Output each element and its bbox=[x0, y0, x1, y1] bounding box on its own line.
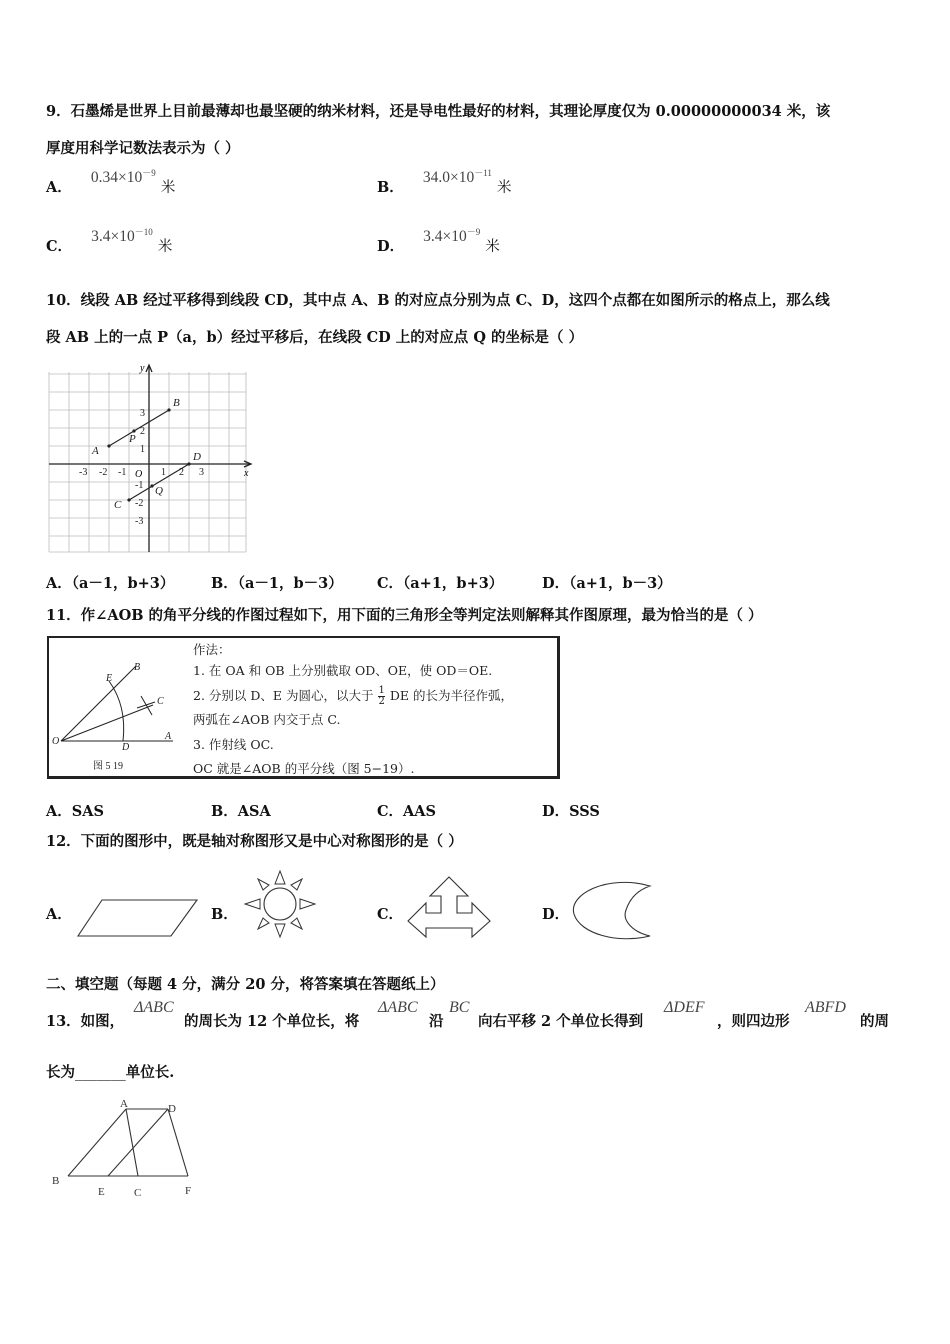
q9-option-d[interactable] bbox=[377, 227, 500, 256]
fraction-half: $\frac{1}{2}$ bbox=[378, 684, 385, 707]
triple-arrow-figure bbox=[404, 874, 494, 940]
q10-option-b[interactable]: B．（a－1，b－3） bbox=[211, 575, 343, 592]
label-a: A bbox=[165, 731, 172, 742]
label-c: C bbox=[114, 499, 122, 511]
origin-label: O bbox=[135, 469, 143, 480]
conclusion: OC 就是∠AOB 的平分线（图 5−19）. bbox=[193, 761, 415, 776]
step-3: 3. 作射线 OC. bbox=[193, 736, 274, 752]
arc-de bbox=[109, 681, 124, 741]
label-b: B bbox=[134, 662, 141, 673]
q10-option-c[interactable]: C．（a+1，b+3） bbox=[377, 575, 504, 592]
answer-blank[interactable]: _______ bbox=[75, 1065, 126, 1081]
q13-text: 的周长为 12 个单位长，将 bbox=[184, 1013, 360, 1030]
q9-stem-line2: 厚度用科学记数法表示为（ ） bbox=[46, 140, 240, 157]
side-df bbox=[168, 1109, 188, 1176]
label-a: A bbox=[92, 445, 99, 457]
label-o: O bbox=[52, 736, 60, 747]
parallelogram-figure bbox=[76, 898, 200, 940]
unit: 米 bbox=[485, 239, 500, 256]
x-tick: -2 bbox=[99, 467, 108, 478]
point-d bbox=[187, 462, 190, 465]
option-label: C． bbox=[46, 238, 73, 256]
label-q: Q bbox=[155, 485, 163, 497]
crescent-figure bbox=[568, 880, 656, 942]
sun-figure bbox=[240, 868, 320, 940]
label-c: C bbox=[134, 1187, 142, 1199]
point-b bbox=[167, 408, 170, 411]
q12-option-b[interactable]: B． bbox=[211, 906, 238, 923]
q12-option-c[interactable]: C． bbox=[377, 906, 404, 923]
q10-stem-line1: 10．线段 AB 经过平移得到线段 CD，其中点 A、B 的对应点分别为点 C、D，这四个点都在如图所示的格点上，那么线 bbox=[46, 292, 830, 309]
math-abc: ΔABC bbox=[134, 999, 174, 1016]
x-tick: 3 bbox=[199, 467, 204, 478]
q12-stem: 12．下面的图形中，既是轴对称图形又是中心对称图形的是（ ） bbox=[46, 833, 463, 850]
q9-option-a[interactable] bbox=[46, 168, 176, 197]
label-p: P bbox=[129, 433, 136, 445]
heading: 作法： bbox=[193, 642, 231, 657]
label-f: F bbox=[185, 1185, 192, 1197]
construction-steps bbox=[193, 641, 513, 782]
step-2-cont: 两弧在∠AOB 内交于点 C. bbox=[193, 712, 341, 727]
option-label: A． bbox=[46, 179, 72, 197]
unit: 米 bbox=[497, 180, 512, 197]
x-axis-label: x bbox=[244, 468, 249, 479]
label-e: E bbox=[98, 1186, 105, 1198]
q10-grid-figure bbox=[46, 362, 256, 558]
q10-option-a[interactable]: A．（a－1，b+3） bbox=[46, 575, 175, 592]
option-label: D． bbox=[377, 238, 405, 256]
y-tick: 3 bbox=[140, 408, 145, 419]
y-tick: -3 bbox=[135, 516, 144, 527]
math-bc: BC bbox=[449, 999, 470, 1016]
q13-text: 的周 bbox=[860, 1013, 889, 1030]
q13-text: 向右平移 2 个单位长得到 bbox=[478, 1013, 644, 1030]
ray-oc bbox=[61, 705, 153, 741]
q13-text: ，则四边形 bbox=[717, 1013, 790, 1030]
q9-option-c[interactable] bbox=[46, 227, 173, 256]
math-def: ΔDEF bbox=[664, 999, 705, 1016]
q11-stem: 11．作∠AOB 的角平分线的作图过程如下，用下面的三角形全等判定法则解释其作图原理，最为恰当的是（ ） bbox=[46, 607, 763, 624]
label-d: D bbox=[168, 1103, 176, 1115]
q13-translation-figure bbox=[48, 1096, 208, 1200]
label-d: D bbox=[193, 451, 201, 463]
step-1: 1. 在 OA 和 OB 上分别截取 OD、OE，使 OD＝OE. bbox=[193, 663, 493, 678]
label-b: B bbox=[52, 1175, 60, 1187]
figure-caption: 图 5 19 bbox=[93, 761, 123, 772]
x-tick: 2 bbox=[179, 467, 184, 478]
q10-option-d[interactable]: D．（a+1，b－3） bbox=[542, 575, 672, 592]
point-c bbox=[127, 498, 130, 501]
q12-option-a[interactable]: A． bbox=[46, 906, 72, 923]
q12-option-d[interactable]: D． bbox=[542, 906, 570, 923]
angle-bisector-figure bbox=[49, 638, 194, 776]
q9-option-b[interactable] bbox=[377, 168, 512, 197]
q13-stem-line2: 长为_______单位长. bbox=[46, 1064, 175, 1081]
label-a: A bbox=[120, 1098, 128, 1110]
q11-option-d[interactable]: D．SSS bbox=[542, 803, 600, 820]
y-tick: -1 bbox=[135, 480, 144, 491]
sci-notation: $3.4\times 10^{-10}$ bbox=[91, 227, 153, 246]
ray-ob bbox=[61, 666, 136, 741]
x-tick: 1 bbox=[161, 467, 166, 478]
step-2: 2. 分别以 D、E 为圆心，以大于 $\frac{1}{2}$ DE 的长为半径作弧， bbox=[193, 684, 513, 707]
label-b: B bbox=[173, 397, 180, 409]
math-abc: ΔABC bbox=[378, 999, 418, 1016]
axes bbox=[49, 365, 251, 552]
point-q bbox=[150, 484, 153, 487]
sci-notation: $34.0\times 10^{-11}$ bbox=[422, 168, 492, 187]
x-tick: -1 bbox=[118, 467, 127, 478]
q13-text: 13．如图， bbox=[46, 1013, 125, 1030]
q13-text: 沿 bbox=[429, 1013, 444, 1030]
side-ac bbox=[126, 1109, 138, 1176]
y-tick: -2 bbox=[135, 498, 144, 509]
q11-construction-box bbox=[47, 636, 560, 779]
y-tick: 2 bbox=[140, 426, 145, 437]
q9-stem-line1: 9．石墨烯是世界上目前最薄却也最坚硬的纳米材料，还是导电性最好的材料，其理论厚度仅为 0.00000000034 米，该 bbox=[46, 103, 831, 120]
sci-notation: $3.4\times 10^{-9}$ bbox=[423, 227, 481, 246]
y-tick: 1 bbox=[140, 444, 145, 455]
label-c: C bbox=[157, 696, 164, 707]
grid-lines bbox=[49, 372, 246, 552]
q11-option-c[interactable]: C．AAS bbox=[377, 803, 437, 820]
q10-stem-line2: 段 AB 上的一点 P（a，b）经过平移后，在线段 CD 上的对应点 Q 的坐标是（ ） bbox=[46, 329, 584, 346]
unit: 米 bbox=[160, 180, 176, 197]
label-d: D bbox=[122, 742, 130, 753]
y-axis-label: y bbox=[140, 363, 145, 374]
label-e: E bbox=[106, 673, 113, 684]
q11-option-a[interactable]: A．SAS bbox=[46, 803, 104, 820]
math-abfd: ABFD bbox=[805, 999, 846, 1016]
unit: 米 bbox=[157, 239, 173, 256]
point-a bbox=[107, 444, 110, 447]
section-2-heading: 二、填空题（每题 4 分，满分 20 分，将答案填在答题纸上） bbox=[46, 976, 445, 993]
q11-option-b[interactable]: B．ASA bbox=[211, 803, 271, 820]
sci-notation: $0.34\times 10^{-9}$ bbox=[90, 168, 156, 187]
option-label: B． bbox=[377, 179, 404, 197]
x-tick: -3 bbox=[79, 467, 88, 478]
